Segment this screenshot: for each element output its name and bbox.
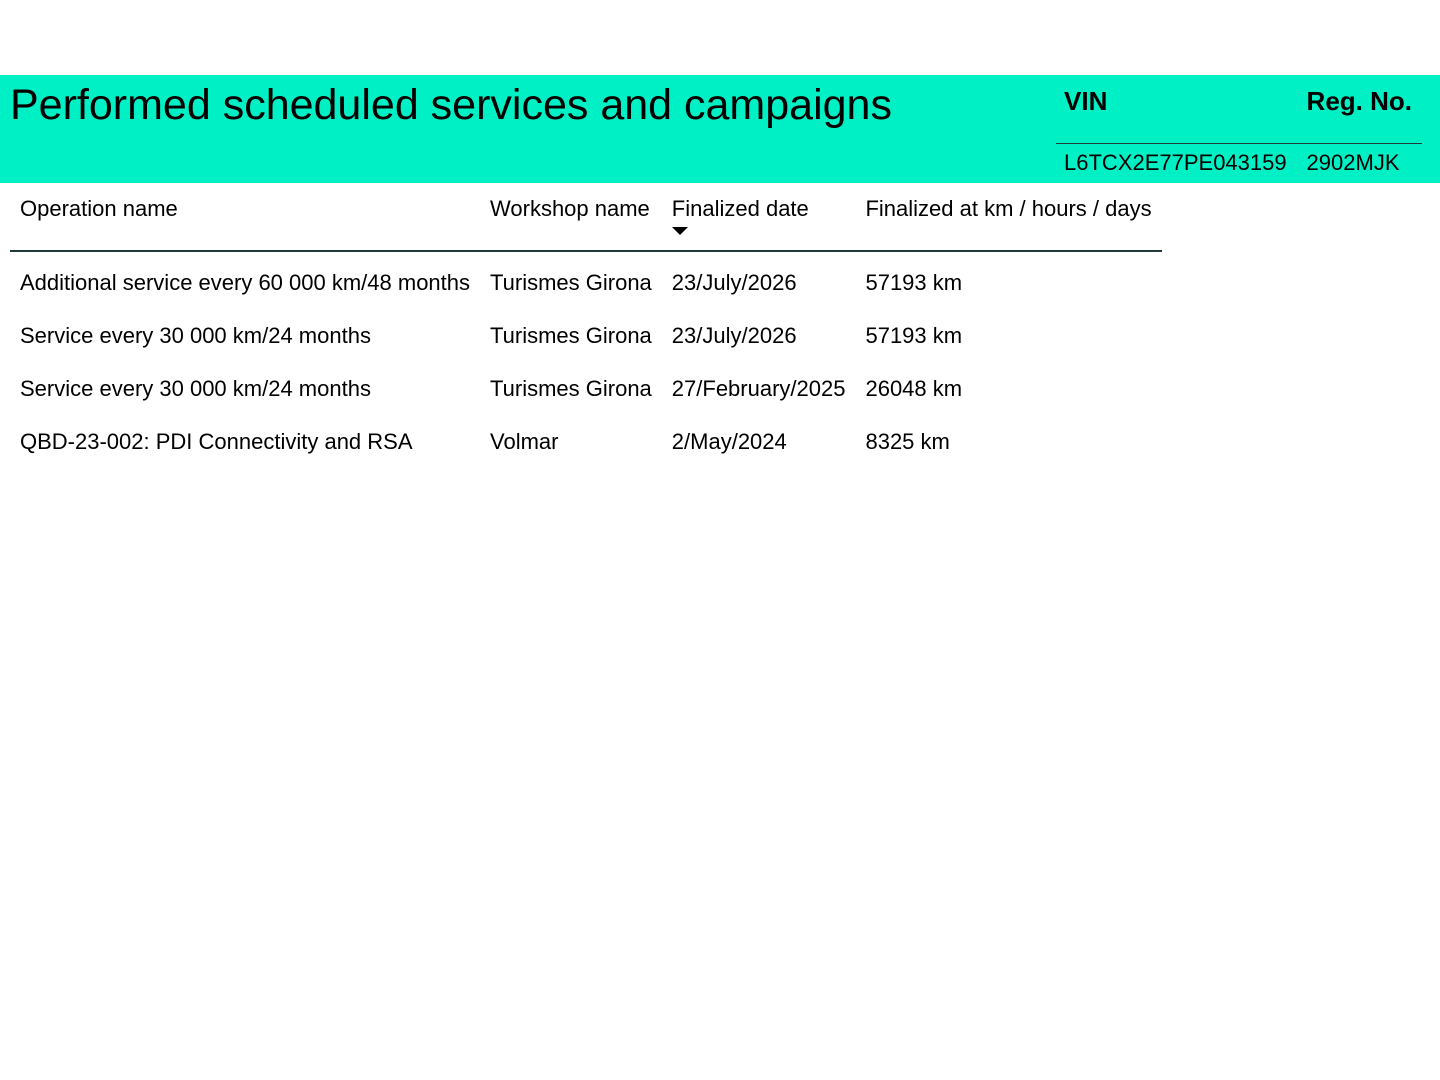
date-cell: 23/July/2026 xyxy=(671,322,797,348)
services-section xyxy=(10,190,1162,468)
column-header-operation[interactable] xyxy=(10,190,480,251)
km-cell: 8325 km xyxy=(865,428,950,454)
column-header-workshop[interactable] xyxy=(480,190,662,251)
reg-no-header: Reg. No. xyxy=(1299,82,1422,144)
vehicle-info-row xyxy=(1056,144,1422,177)
date-cell: 23/July/2026 xyxy=(671,269,797,295)
column-header-km-label: Finalized at km / hours / days xyxy=(865,196,1152,221)
sort-descending-icon xyxy=(672,227,688,235)
km-cell: 57193 km xyxy=(865,269,963,295)
operation-cell: Additional service every 60 000 km/48 months xyxy=(20,269,471,295)
workshop-cell: Volmar xyxy=(490,428,559,454)
column-header-date[interactable] xyxy=(662,190,856,251)
vin-header: VIN xyxy=(1056,82,1299,144)
date-cell: 27/February/2025 xyxy=(671,375,846,401)
table-row xyxy=(10,309,1162,362)
column-header-workshop-label: Workshop name xyxy=(490,196,650,221)
vehicle-info-table xyxy=(1056,82,1422,176)
table-row xyxy=(10,251,1162,309)
workshop-cell: Turismes Girona xyxy=(490,322,652,348)
vehicle-info xyxy=(1056,82,1422,176)
operation-cell: Service every 30 000 km/24 months xyxy=(20,322,371,348)
km-cell: 57193 km xyxy=(865,322,963,348)
operation-cell: Service every 30 000 km/24 months xyxy=(20,375,371,401)
operation-cell: QBD-23-002: PDI Connectivity and RSA xyxy=(20,428,413,454)
workshop-cell: Turismes Girona xyxy=(490,269,652,295)
vin-value: L6TCX2E77PE043159 xyxy=(1064,150,1287,175)
date-cell: 2/May/2024 xyxy=(671,428,787,454)
column-header-date-label: Finalized date xyxy=(671,196,809,221)
table-row xyxy=(10,415,1162,468)
column-header-km[interactable] xyxy=(855,190,1161,251)
km-cell: 26048 km xyxy=(865,375,963,401)
workshop-cell: Turismes Girona xyxy=(490,375,652,401)
vehicle-info-header-row xyxy=(1056,82,1422,144)
reg-no-value: 2902MJK xyxy=(1306,150,1400,175)
services-table xyxy=(10,190,1162,468)
services-header-row xyxy=(10,190,1162,251)
column-header-operation-label: Operation name xyxy=(20,196,178,221)
table-row xyxy=(10,362,1162,415)
page-title: Performed scheduled services and campaigns xyxy=(10,81,892,129)
